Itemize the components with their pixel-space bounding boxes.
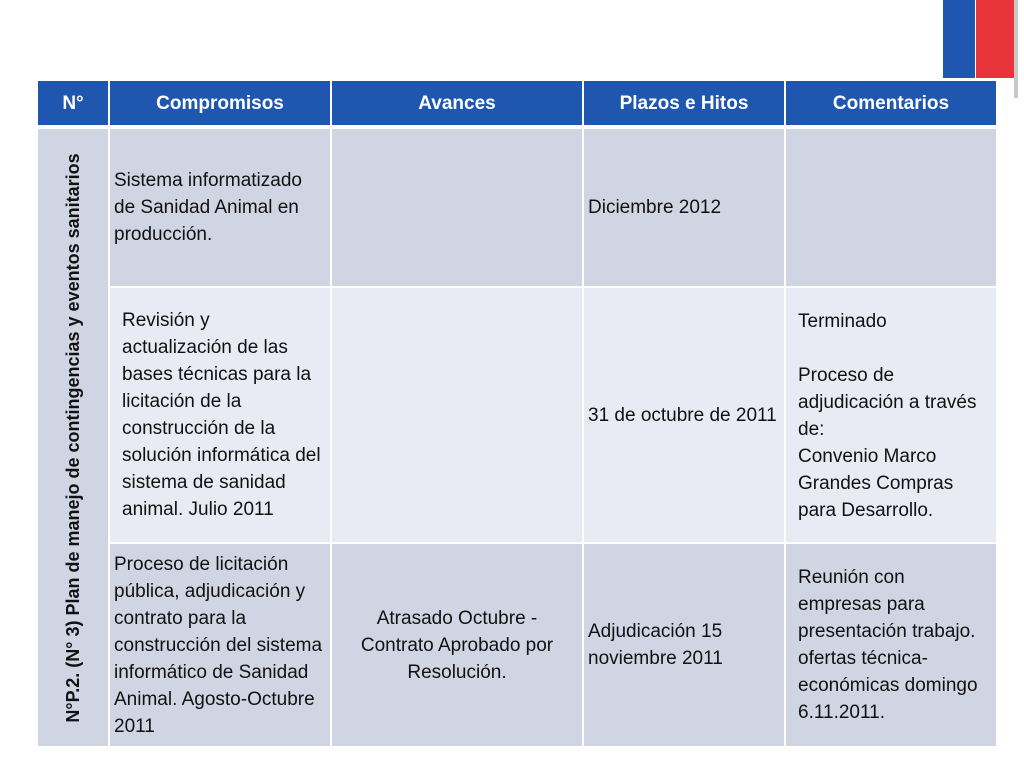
deadline-cell [583, 543, 785, 747]
comment-cell [785, 543, 997, 747]
comment-line: ofertas técnica-económicas domingo 6.11.2011. [798, 648, 978, 723]
comment-text [786, 288, 996, 524]
deadline-cell [583, 287, 785, 543]
table-row [37, 543, 997, 747]
progress-cell [331, 543, 583, 747]
deadline-cell [583, 127, 785, 287]
comment-text [786, 564, 996, 726]
comment-cell [785, 287, 997, 543]
progress-cell [331, 287, 583, 543]
section-label-cell [37, 127, 109, 747]
progress-cell [331, 127, 583, 287]
header-number: N° [37, 80, 109, 127]
progress-text: Atrasado Octubre - Contrato Aprobado por Resolución. [360, 607, 554, 683]
comment-line: Reunión con empresas para presentación trabajo. [798, 567, 976, 642]
deadline-text: Diciembre 2012 [588, 197, 722, 218]
commitment-cell [109, 287, 331, 543]
brand-flag-red [976, 0, 1016, 78]
commitment-text: Revisión y actualización de las bases técnicas para la licitación de la construcción de la solución informática del sistema de sanidad animal. Julio 2011 [122, 310, 321, 520]
brand-flag-shadow [1014, 0, 1018, 98]
commitments-table [36, 79, 998, 748]
table-row [37, 287, 997, 543]
deadline-text: Adjudicación 15 noviembre 2011 [588, 621, 723, 669]
table-row [37, 127, 997, 287]
comment-line: Convenio Marco Grandes Compras para Desarrollo. [798, 446, 954, 521]
commitment-text: Sistema informatizado de Sanidad Animal en producción. [114, 170, 302, 245]
comment-status: Terminado [798, 311, 887, 332]
header-comments: Comentarios [785, 80, 997, 127]
brand-flag-blue [943, 0, 975, 78]
comment-cell [785, 127, 997, 287]
commitment-text: Proceso de licitación pública, adjudicación y contrato para la construcción del sistema informático de Sanidad Animal. Agosto-Octubre 2011 [114, 553, 323, 737]
table-header-row [37, 80, 997, 127]
header-commitments: Compromisos [109, 80, 331, 127]
comment-line: Proceso de adjudicación a través de: [798, 365, 977, 440]
section-label: N°P.2. (N° 3) Plan de manejo de contingencias y eventos sanitarios [63, 152, 83, 723]
deadline-text: 31 de octubre de 2011 [588, 404, 777, 426]
header-progress: Avances [331, 80, 583, 127]
commitment-cell [109, 127, 331, 287]
commitment-cell [109, 543, 331, 747]
header-deadlines: Plazos e Hitos [583, 80, 785, 127]
